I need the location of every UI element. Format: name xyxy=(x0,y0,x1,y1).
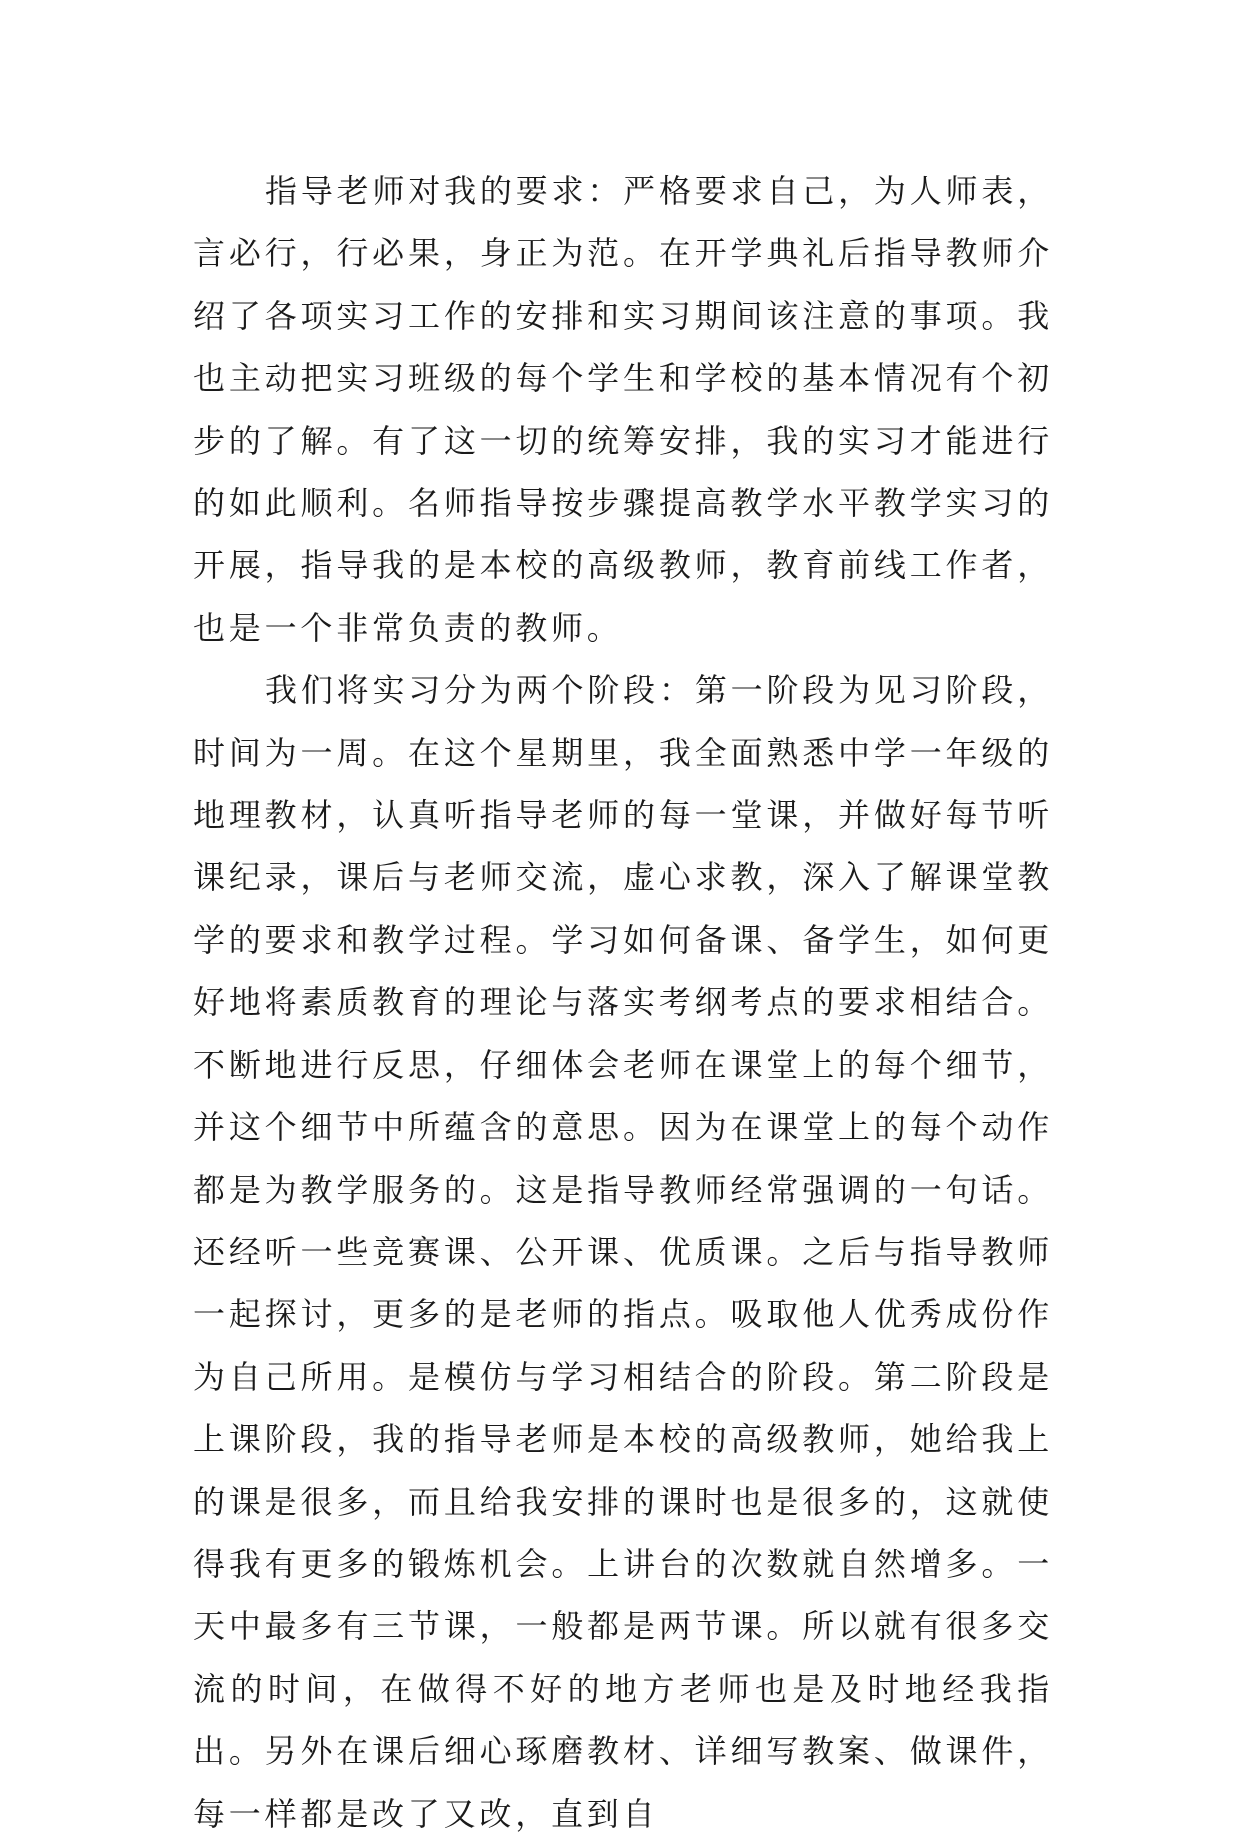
document-page xyxy=(193,160,1053,1845)
body-paragraph-2: 我们将实习分为两个阶段：第一阶段为见习阶段，时间为一周。在这个星期里，我全面熟悉中学一年级的地理教材，认真听指导老师的每一堂课，并做好每节听课纪录，课后与老师交流，虚心求教，深入了解课堂教学的要求和教学过程。学习如何备课、备学生，如何更好地将素质教育的理论与落实考纲考点的要求相结合。不断地进行反思，仔细体会老师在课堂上的每个细节，并这个细节中所蕴含的意思。因为在课堂上的每个动作都是为教学服务的。这是指导教师经常强调的一句话。还经听一些竞赛课、公开课、优质课。之后与指导教师一起探讨，更多的是老师的指点。吸取他人优秀成份作为自己所用。是模仿与学习相结合的阶段。第二阶段是上课阶段，我的指导老师是本校的高级教师，她给我上的课是很多，而且给我安排的课时也是很多的，这就使得我有更多的锻炼机会。上讲台的次数就自然增多。一天中最多有三节课，一般都是两节课。所以就有很多交流的时间，在做得不好的地方老师也是及时地经我指出。另外在课后细心琢磨教材、详细写教案、做课件，每一样都是改了又改，直到自 xyxy=(193,671,1053,1833)
body-paragraph-1: 指导老师对我的要求：严格要求自己，为人师表，言必行，行必果，身正为范。在开学典礼后指导教师介绍了各项实习工作的安排和实习期间该注意的事项。我也主动把实习班级的每个学生和学校的基本情况有个初步的了解。有了这一切的统筹安排，我的实习才能进行的如此顺利。名师指导按步骤提高教学水平教学实习的开展，指导我的是本校的高级教师，教育前线工作者，也是一个非常负责的教师。 xyxy=(193,172,1053,647)
